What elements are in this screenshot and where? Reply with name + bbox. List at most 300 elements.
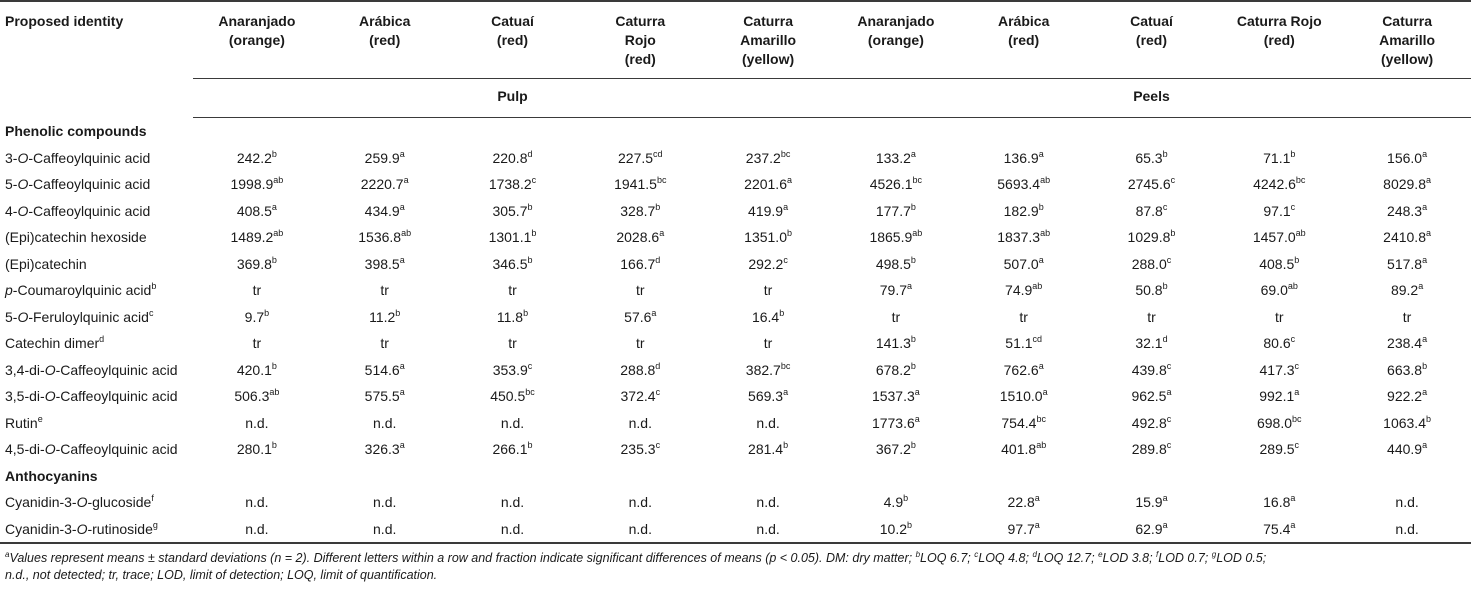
value-text: 220.8 bbox=[492, 149, 528, 166]
compound-name bbox=[0, 383, 193, 410]
significance-letter: a bbox=[914, 413, 920, 424]
table-row bbox=[0, 171, 1471, 198]
value-cell bbox=[1088, 436, 1216, 463]
compound-name bbox=[0, 304, 193, 331]
table-row bbox=[0, 304, 1471, 331]
table-row bbox=[0, 383, 1471, 410]
value-text: tr bbox=[380, 282, 389, 298]
significance-letter: c bbox=[1166, 254, 1172, 265]
value-cell bbox=[449, 330, 577, 357]
compound-name-part: p bbox=[5, 282, 13, 298]
significance-letter: b bbox=[527, 201, 533, 212]
column-header bbox=[704, 1, 832, 79]
value-cell bbox=[321, 224, 449, 251]
footnote-part: d bbox=[1032, 550, 1037, 559]
significance-letter: c bbox=[655, 440, 661, 450]
significance-letter: ab bbox=[912, 228, 923, 238]
value-cell bbox=[1215, 304, 1343, 331]
significance-letter: b bbox=[527, 440, 533, 450]
value-cell bbox=[960, 171, 1088, 198]
significance-letter: b bbox=[783, 440, 789, 450]
compound-name-part: b bbox=[151, 281, 157, 291]
value-cell bbox=[960, 277, 1088, 304]
significance-letter: c bbox=[531, 175, 537, 185]
significance-letter: a bbox=[786, 175, 792, 185]
compound-name-part: 4,5-di- bbox=[5, 441, 45, 457]
value-text: 97.1 bbox=[1263, 202, 1291, 219]
value-cell bbox=[960, 357, 1088, 384]
value-text: 281.4 bbox=[748, 441, 784, 457]
compound-name bbox=[0, 198, 193, 225]
value-text: 2028.6 bbox=[616, 229, 660, 245]
section-row bbox=[0, 118, 1471, 145]
significance-letter: b bbox=[907, 519, 913, 530]
compound-name-part: -rutinoside bbox=[87, 520, 153, 537]
column-header-line: Catuaí bbox=[1130, 13, 1173, 29]
value-cell bbox=[321, 145, 449, 172]
table-row bbox=[0, 224, 1471, 251]
value-text: 2410.8 bbox=[1383, 229, 1426, 245]
value-cell bbox=[960, 224, 1088, 251]
value-text: 10.2 bbox=[879, 520, 907, 537]
value-cell bbox=[193, 330, 321, 357]
value-cell bbox=[832, 330, 960, 357]
value-text: n.d. bbox=[373, 494, 397, 510]
value-text: 514.6 bbox=[364, 361, 400, 378]
footnote-part: a bbox=[5, 550, 10, 559]
value-text: n.d. bbox=[1395, 520, 1419, 537]
value-text: n.d. bbox=[245, 520, 269, 537]
value-text: 1773.6 bbox=[871, 414, 915, 431]
significance-letter: a bbox=[399, 387, 405, 397]
significance-letter: a bbox=[1422, 148, 1428, 159]
value-text: n.d. bbox=[756, 494, 780, 510]
table-row bbox=[0, 436, 1471, 463]
value-text: 51.1 bbox=[1005, 335, 1033, 351]
value-text: 11.8 bbox=[496, 308, 524, 325]
significance-letter: c bbox=[1290, 334, 1296, 344]
value-text: 922.2 bbox=[1387, 388, 1423, 404]
section-heading: Anthocyanins bbox=[5, 467, 98, 484]
significance-letter: ab bbox=[269, 387, 280, 397]
compound-name-part: (Epi)catechin bbox=[5, 255, 87, 272]
value-text: 133.2 bbox=[875, 149, 911, 166]
value-cell bbox=[1088, 171, 1216, 198]
significance-letter: b bbox=[531, 228, 537, 238]
value-cell bbox=[193, 198, 321, 225]
value-text: 1301.1 bbox=[488, 229, 532, 245]
value-text: n.d. bbox=[500, 520, 525, 537]
value-cell bbox=[576, 436, 704, 463]
value-text: 89.2 bbox=[1390, 282, 1419, 298]
value-cell bbox=[1343, 251, 1471, 278]
value-cell bbox=[704, 383, 832, 410]
significance-letter: b bbox=[271, 148, 277, 159]
value-text: 754.4 bbox=[1001, 414, 1037, 431]
significance-letter: d bbox=[527, 148, 533, 159]
significance-letter: a bbox=[1422, 334, 1428, 344]
compound-name-part: -Coumaroylquinic acid bbox=[12, 282, 152, 298]
value-text: 87.8 bbox=[1135, 202, 1163, 219]
significance-letter: a bbox=[1422, 201, 1428, 212]
value-cell bbox=[576, 277, 704, 304]
value-cell bbox=[576, 383, 704, 410]
significance-letter: b bbox=[264, 307, 270, 318]
value-cell bbox=[704, 489, 832, 516]
value-text: 136.9 bbox=[1003, 149, 1039, 166]
compound-name-part: -glucoside bbox=[87, 494, 152, 510]
compound-name-part: O bbox=[17, 202, 29, 219]
significance-letter: c bbox=[1162, 201, 1168, 212]
section-heading: Phenolic compounds bbox=[5, 123, 147, 139]
value-cell bbox=[449, 171, 577, 198]
compound-name-part: 3,5-di- bbox=[5, 388, 45, 404]
value-text: 237.2 bbox=[745, 149, 781, 166]
value-text: n.d. bbox=[373, 520, 397, 537]
significance-letter: c bbox=[527, 360, 533, 371]
compound-name-part: -Caffeoylquinic acid bbox=[55, 441, 178, 457]
column-header bbox=[1088, 1, 1216, 79]
group-header-pulp: Pulp bbox=[193, 79, 832, 118]
value-cell bbox=[960, 304, 1088, 331]
value-text: 439.8 bbox=[1131, 361, 1167, 378]
significance-letter: a bbox=[1038, 360, 1044, 371]
value-text: 1489.2 bbox=[230, 229, 274, 245]
value-cell bbox=[1088, 489, 1216, 516]
value-text: tr bbox=[1147, 308, 1156, 325]
value-cell bbox=[449, 304, 577, 331]
value-text: tr bbox=[763, 335, 773, 351]
table-header bbox=[0, 1, 1471, 118]
value-text: 328.7 bbox=[620, 202, 656, 219]
footnote-part: n.d., not detected; tr, trace; LOD, limit of detection; LOQ, limit of quantification. bbox=[5, 568, 438, 582]
significance-letter: cd bbox=[653, 148, 663, 159]
significance-letter: bc bbox=[912, 175, 923, 185]
value-cell bbox=[832, 436, 960, 463]
significance-letter: a bbox=[1422, 254, 1428, 265]
value-text: 401.8 bbox=[1001, 441, 1037, 457]
significance-letter: a bbox=[403, 175, 409, 185]
value-text: 569.3 bbox=[748, 388, 784, 404]
value-cell bbox=[832, 171, 960, 198]
value-text: 57.6 bbox=[624, 308, 652, 325]
significance-letter: a bbox=[1418, 281, 1424, 291]
value-text: 182.9 bbox=[1003, 202, 1039, 219]
value-cell bbox=[193, 277, 321, 304]
significance-letter: ab bbox=[273, 228, 284, 238]
compound-name-part: g bbox=[152, 519, 158, 530]
value-text: 289.8 bbox=[1131, 441, 1167, 457]
value-cell bbox=[704, 304, 832, 331]
significance-letter: a bbox=[910, 148, 916, 159]
compound-name bbox=[0, 436, 193, 463]
value-text: n.d. bbox=[373, 414, 397, 431]
value-cell bbox=[1088, 145, 1216, 172]
value-cell bbox=[193, 516, 321, 544]
value-text: tr bbox=[252, 335, 262, 351]
significance-letter: a bbox=[399, 440, 405, 450]
value-text: 1457.0 bbox=[1252, 229, 1296, 245]
table-row bbox=[0, 330, 1471, 357]
column-header-line: Arábica bbox=[359, 13, 411, 29]
compound-name-part: O bbox=[17, 176, 29, 192]
value-text: 71.1 bbox=[1263, 149, 1291, 166]
column-header bbox=[321, 1, 449, 79]
significance-letter: a bbox=[1166, 387, 1172, 397]
value-cell bbox=[704, 145, 832, 172]
value-text: n.d. bbox=[500, 414, 525, 431]
significance-letter: a bbox=[914, 387, 920, 397]
value-cell bbox=[1215, 251, 1343, 278]
table-row bbox=[0, 516, 1471, 544]
significance-letter: a bbox=[1162, 493, 1168, 503]
column-header bbox=[1215, 1, 1343, 79]
value-cell bbox=[1343, 357, 1471, 384]
value-text: 79.7 bbox=[879, 282, 907, 298]
value-cell bbox=[576, 357, 704, 384]
value-cell bbox=[321, 489, 449, 516]
compound-name-part: d bbox=[99, 334, 105, 344]
column-header-line: Anaranjado bbox=[218, 13, 296, 29]
value-cell bbox=[960, 436, 1088, 463]
value-text: tr bbox=[508, 282, 517, 298]
compound-name bbox=[0, 330, 193, 357]
significance-letter: b bbox=[910, 440, 916, 450]
value-cell bbox=[1215, 410, 1343, 437]
significance-letter: a bbox=[907, 281, 913, 291]
compound-name-part: -Caffeoylquinic acid bbox=[28, 176, 151, 192]
significance-letter: a bbox=[783, 387, 789, 397]
significance-letter: a bbox=[1422, 387, 1428, 397]
header-proposed-identity: Proposed identity bbox=[0, 1, 193, 118]
significance-letter: c bbox=[1166, 413, 1172, 424]
significance-letter: c bbox=[1294, 440, 1300, 450]
footnote-part: LOD 0.7; bbox=[1158, 551, 1212, 565]
value-text: 166.7 bbox=[620, 255, 656, 272]
compound-name-part: -Caffeoylquinic acid bbox=[55, 388, 178, 404]
value-text: n.d. bbox=[1395, 494, 1419, 510]
value-text: 97.7 bbox=[1007, 520, 1035, 537]
value-text: 242.2 bbox=[236, 149, 272, 166]
value-text: 259.9 bbox=[364, 149, 400, 166]
value-text: 4526.1 bbox=[869, 176, 913, 192]
value-text: 1837.3 bbox=[997, 229, 1041, 245]
value-cell bbox=[1343, 436, 1471, 463]
value-text: 292.2 bbox=[748, 255, 784, 272]
value-text: 506.3 bbox=[234, 388, 270, 404]
value-text: 2201.6 bbox=[744, 176, 787, 192]
value-cell bbox=[832, 145, 960, 172]
value-text: 75.4 bbox=[1263, 520, 1291, 537]
compound-name bbox=[0, 516, 193, 544]
value-text: tr bbox=[252, 282, 262, 298]
value-text: 280.1 bbox=[236, 441, 272, 457]
value-text: 32.1 bbox=[1135, 335, 1163, 351]
significance-letter: ab bbox=[1287, 281, 1298, 291]
significance-letter: b bbox=[523, 307, 529, 318]
value-text: n.d. bbox=[245, 414, 269, 431]
significance-letter: b bbox=[271, 254, 277, 265]
significance-letter: ab bbox=[401, 228, 412, 238]
value-text: 8029.8 bbox=[1383, 176, 1426, 192]
value-cell bbox=[1088, 516, 1216, 544]
value-text: n.d. bbox=[628, 520, 652, 537]
value-cell bbox=[1215, 224, 1343, 251]
footnote-part: Values represent means ± standard deviations (n = 2). Different letters within a row and fraction indicate significant differences of means (p < 0.05). DM: dry matter; bbox=[9, 551, 916, 565]
value-text: 16.8 bbox=[1263, 494, 1291, 510]
compound-name-part: c bbox=[148, 307, 154, 318]
value-cell bbox=[1215, 383, 1343, 410]
value-text: 266.1 bbox=[492, 441, 528, 457]
significance-letter: a bbox=[271, 201, 277, 212]
value-text: 177.7 bbox=[875, 202, 911, 219]
significance-letter: b bbox=[903, 493, 909, 503]
value-text: 4242.6 bbox=[1253, 176, 1296, 192]
table-footnote bbox=[0, 544, 1471, 584]
significance-letter: a bbox=[1034, 519, 1040, 530]
value-cell bbox=[832, 224, 960, 251]
significance-letter: ab bbox=[1032, 281, 1043, 291]
value-text: n.d. bbox=[245, 494, 269, 510]
value-cell bbox=[1088, 304, 1216, 331]
compound-name-part: 3,4-di- bbox=[5, 361, 45, 378]
table-body bbox=[0, 118, 1471, 544]
compound-name-part: Catechin dimer bbox=[5, 335, 100, 351]
value-cell bbox=[1215, 277, 1343, 304]
column-header-line: (red) bbox=[1263, 32, 1295, 48]
value-cell bbox=[193, 357, 321, 384]
value-cell bbox=[193, 383, 321, 410]
significance-letter: b bbox=[910, 360, 916, 371]
value-cell bbox=[832, 277, 960, 304]
value-cell bbox=[1215, 171, 1343, 198]
value-text: 62.9 bbox=[1135, 520, 1163, 537]
value-cell bbox=[321, 277, 449, 304]
value-text: 1510.0 bbox=[999, 388, 1043, 404]
column-header-line: (yellow) bbox=[742, 51, 795, 67]
value-text: 141.3 bbox=[875, 335, 911, 351]
value-text: 372.4 bbox=[620, 388, 656, 404]
significance-letter: bc bbox=[1295, 175, 1306, 185]
value-cell bbox=[576, 330, 704, 357]
value-cell bbox=[1088, 410, 1216, 437]
value-cell bbox=[704, 410, 832, 437]
value-cell bbox=[704, 251, 832, 278]
value-text: tr bbox=[891, 308, 901, 325]
footnote-part: c bbox=[974, 550, 979, 559]
value-text: tr bbox=[1019, 308, 1028, 325]
significance-letter: b bbox=[910, 254, 916, 265]
column-header-line: Caturra bbox=[1382, 13, 1432, 29]
value-text: 663.8 bbox=[1387, 361, 1423, 378]
value-text: n.d. bbox=[500, 494, 525, 510]
value-cell bbox=[1215, 357, 1343, 384]
column-header-line: (orange) bbox=[867, 32, 924, 48]
compound-name-part: 4- bbox=[5, 202, 18, 219]
value-text: 398.5 bbox=[364, 255, 400, 272]
column-header-line: (red) bbox=[369, 32, 401, 48]
value-cell bbox=[1088, 251, 1216, 278]
value-text: 369.8 bbox=[236, 255, 272, 272]
group-header-peels: Peels bbox=[832, 79, 1471, 118]
value-text: 65.3 bbox=[1135, 149, 1163, 166]
value-text: 22.8 bbox=[1007, 494, 1035, 510]
compound-name bbox=[0, 277, 193, 304]
value-cell bbox=[449, 410, 577, 437]
value-text: n.d. bbox=[756, 414, 780, 431]
compound-name-part: Cyanidin-3- bbox=[5, 494, 77, 510]
value-cell bbox=[576, 304, 704, 331]
significance-letter: bc bbox=[525, 387, 535, 397]
significance-letter: ab bbox=[1040, 175, 1051, 185]
compound-name-part: Cyanidin-3- bbox=[5, 520, 77, 537]
significance-letter: b bbox=[1425, 413, 1431, 424]
compound-name-part: 5- bbox=[5, 176, 18, 192]
value-text: 1029.8 bbox=[1127, 229, 1171, 245]
significance-letter: b bbox=[779, 307, 785, 318]
value-cell bbox=[1343, 516, 1471, 544]
compound-name bbox=[0, 224, 193, 251]
value-cell bbox=[1088, 357, 1216, 384]
value-cell bbox=[832, 489, 960, 516]
value-text: 1865.9 bbox=[869, 229, 913, 245]
column-header-line: Catuaí bbox=[491, 13, 534, 29]
value-text: 408.5 bbox=[236, 202, 272, 219]
table-row bbox=[0, 357, 1471, 384]
value-text: 450.5 bbox=[490, 388, 526, 404]
value-text: 498.5 bbox=[875, 255, 911, 272]
significance-letter: a bbox=[1425, 175, 1431, 185]
value-text: 575.5 bbox=[364, 388, 400, 404]
value-text: 74.9 bbox=[1005, 282, 1033, 298]
significance-letter: a bbox=[1290, 493, 1296, 503]
value-cell bbox=[704, 224, 832, 251]
value-text: n.d. bbox=[756, 520, 780, 537]
value-cell bbox=[704, 357, 832, 384]
significance-letter: a bbox=[1038, 254, 1044, 265]
value-cell bbox=[960, 516, 1088, 544]
value-text: 15.9 bbox=[1135, 494, 1163, 510]
value-text: 227.5 bbox=[618, 149, 654, 166]
significance-letter: a bbox=[1422, 440, 1428, 450]
value-text: 4.9 bbox=[883, 494, 904, 510]
value-cell bbox=[1215, 145, 1343, 172]
significance-letter: a bbox=[651, 307, 657, 318]
value-text: n.d. bbox=[628, 414, 652, 431]
value-cell bbox=[576, 224, 704, 251]
significance-letter: c bbox=[1294, 360, 1300, 371]
value-cell bbox=[1343, 277, 1471, 304]
value-text: 420.1 bbox=[236, 361, 272, 378]
significance-letter: a bbox=[783, 201, 789, 212]
value-cell bbox=[449, 251, 577, 278]
column-header-line: (yellow) bbox=[1381, 51, 1434, 67]
value-cell bbox=[576, 251, 704, 278]
significance-letter: ab bbox=[1036, 440, 1047, 450]
value-text: 1738.2 bbox=[488, 176, 532, 192]
compound-name-part: O bbox=[17, 308, 29, 325]
value-text: 507.0 bbox=[1003, 255, 1039, 272]
value-cell bbox=[832, 516, 960, 544]
significance-letter: b bbox=[1162, 281, 1168, 291]
value-text: 288.8 bbox=[620, 361, 656, 378]
value-text: 50.8 bbox=[1135, 282, 1163, 298]
value-text: 305.7 bbox=[492, 202, 528, 219]
value-text: 1998.9 bbox=[230, 176, 274, 192]
value-cell bbox=[832, 198, 960, 225]
value-text: 11.2 bbox=[369, 308, 396, 325]
compound-name bbox=[0, 251, 193, 278]
